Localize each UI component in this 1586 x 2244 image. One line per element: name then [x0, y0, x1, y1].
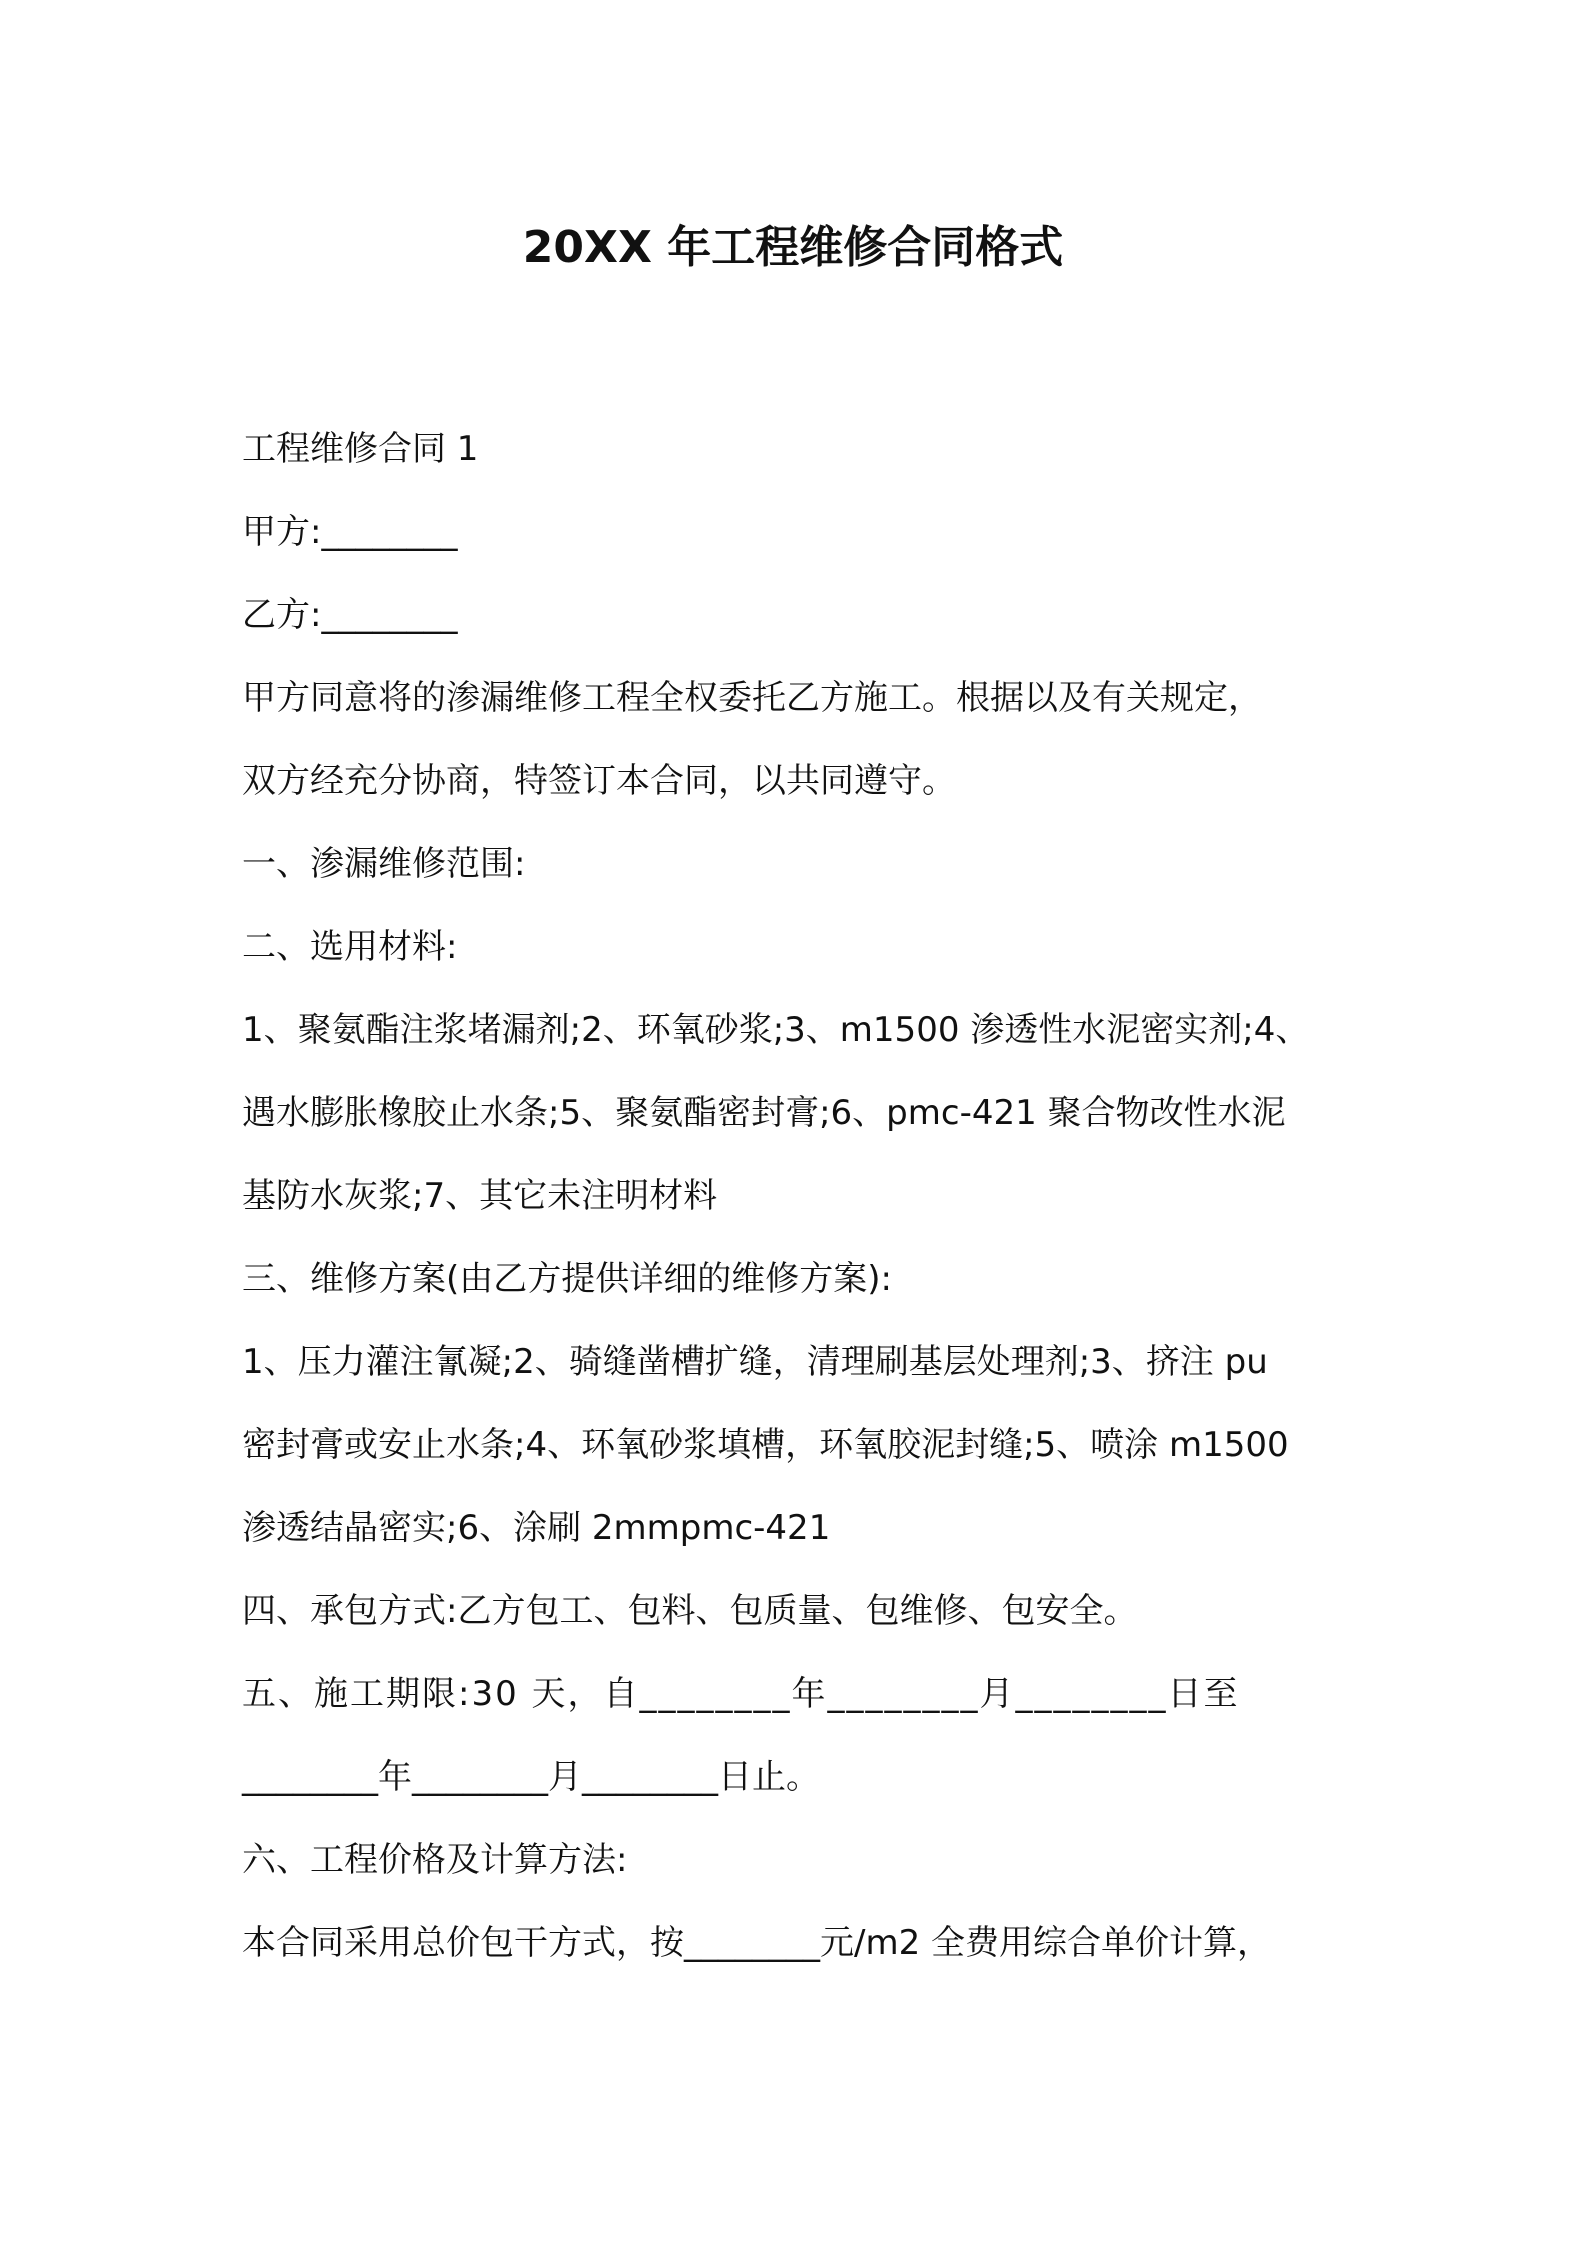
paragraph-line: 遇水膨胀橡胶止水条;5、聚氨酯密封膏;6、pmc-421 聚合物改性水泥: [242, 1093, 1286, 1133]
party-b-line: 乙方:________: [242, 595, 458, 635]
section-heading: 一、渗漏维修范围:: [242, 844, 526, 884]
section-heading: 五、施工期限:30 天，自________年________月________日至: [242, 1674, 1240, 1714]
paragraph-line: 1、压力灌注氰凝;2、骑缝凿槽扩缝，清理刷基层处理剂;3、挤注 pu: [242, 1342, 1268, 1382]
paragraph-line: ________年________月________日止。: [242, 1757, 820, 1797]
paragraph-line: 密封膏或安止水条;4、环氧砂浆填槽，环氧胶泥封缝;5、喷涂 m1500: [242, 1425, 1289, 1465]
document-title: 20XX 年工程维修合同格式: [522, 222, 1064, 273]
section-heading: 二、选用材料:: [242, 927, 458, 967]
paragraph-line: 渗透结晶密实;6、涂刷 2mmpmc-421: [242, 1508, 831, 1548]
paragraph-line: 1、聚氨酯注浆堵漏剂;2、环氧砂浆;3、m1500 渗透性水泥密实剂;4、: [242, 1010, 1310, 1050]
paragraph-line: 双方经充分协商，特签订本合同，以共同遵守。: [242, 761, 956, 801]
paragraph-line: 本合同采用总价包干方式，按________元/m2 全费用综合单价计算，: [242, 1923, 1272, 1963]
paragraph-line: 甲方同意将的渗漏维修工程全权委托乙方施工。根据以及有关规定，: [242, 678, 1262, 718]
section-heading: 六、工程价格及计算方法:: [242, 1840, 628, 1880]
party-a-line: 甲方:________: [242, 512, 458, 552]
paragraph-line: 基防水灰浆;7、其它未注明材料: [242, 1176, 718, 1216]
contract-heading: 工程维修合同 1: [242, 429, 479, 469]
section-heading: 四、承包方式:乙方包工、包料、包质量、包维修、包安全。: [242, 1591, 1138, 1631]
document-body: [242, 408, 1372, 1985]
section-heading: 三、维修方案(由乙方提供详细的维修方案):: [242, 1259, 892, 1299]
